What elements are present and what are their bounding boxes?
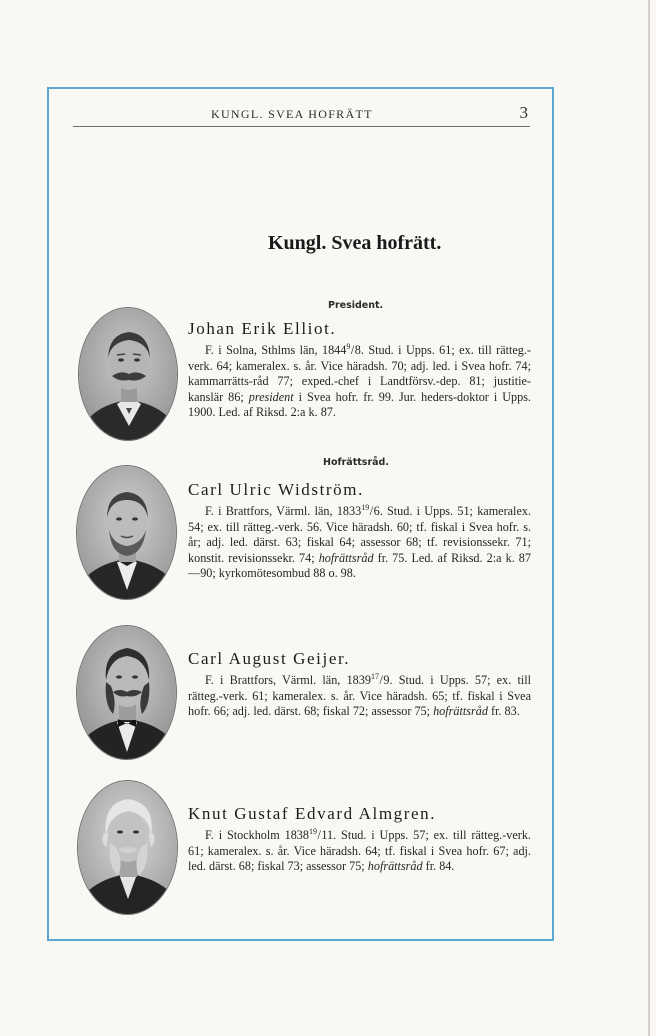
entry-title-italic: hofrättsråd: [433, 704, 488, 718]
entry-text: [188, 504, 531, 582]
entry-text-end: fr. 84.: [422, 859, 455, 873]
entry-name: Carl August Geijer.: [188, 649, 351, 668]
entry-text: [188, 828, 531, 875]
entry-date-rest: 8.: [354, 343, 364, 357]
entry-text-birth: F. i Solna, Sthlms län, 1844: [205, 343, 347, 357]
entry-date-slash: /: [317, 828, 321, 842]
running-header: [73, 104, 530, 127]
entry-name: Carl Ulric Widström.: [188, 480, 364, 499]
entry-date-superscript: 9: [346, 341, 351, 351]
entry-date-slash: /: [350, 343, 355, 357]
biography-entry: [188, 318, 531, 421]
entry-name: Knut Gustaf Edvard Almgren.: [188, 804, 437, 823]
entry-title-italic: president: [248, 389, 294, 404]
entry-text-career: Stud. i Upps. 57; ex. till rätteg.-verk. 61; kameralex. s. år. Vice häradsh. 65; tf. fiskal i Svea hofr. 66; adj. led. därst. 68; fiskal 72; assessor 75;: [188, 673, 531, 718]
entry-text-birth: F. i Brattfors, Värml. län, 1833: [205, 504, 362, 518]
entry-date-superscript: 19: [361, 502, 370, 512]
page-number: 3: [519, 103, 528, 122]
entry-name: Johan Erik Elliot.: [188, 319, 337, 338]
section-heading-hofrattsrad: Hofrättsråd.: [323, 457, 389, 468]
entry-date-superscript: 17: [370, 671, 379, 681]
entry-text: [188, 343, 531, 421]
biography-entry: [188, 803, 531, 875]
entry-text-career: Stud. i Upps. 57; ex. till rätteg.-verk. 61; kameralex. s. år. Vice häradsh. 64; tf. fiskal i Svea hofr. 67; adj. led. därst. 68; fiskal 73; assessor 75;: [188, 828, 531, 873]
entry-text: [188, 673, 531, 720]
entry-text-career: Stud. i Upps. 61; ex. till rätteg.-verk. 64; kameralex. s. år. Vice häradsh. 70; adj. led. i Svea hofr. 74; kammarrätts-råd 77; exped.-chef i Landtförsv.-dep. 81; justitie-kanslär 86;: [188, 343, 531, 404]
entry-text-end: i Svea hofr. fr. 99. Jur. heders-doktor i Upps. 1900. Led. af Riksd. 2:a k. 87.: [188, 389, 531, 419]
entry-text-end: fr. 75. Led. af Riksd. 2:a k. 87—90; kyrkomötesombud 88 o. 98.: [188, 550, 531, 580]
entry-date-superscript: 19: [309, 826, 317, 836]
portrait-image: [76, 625, 177, 760]
biography-entry: [188, 479, 531, 582]
entry-date-rest: 6.: [373, 504, 383, 518]
entry-date-rest: 9.: [383, 673, 393, 687]
portrait-image: [76, 465, 177, 600]
entry-date-slash: /: [379, 673, 383, 687]
biography-entry: [188, 648, 531, 720]
portrait-image: [78, 307, 178, 441]
page-title: Kungl. Svea hofrätt.: [268, 232, 442, 254]
entry-text-career: Stud. i Upps. 51; kameralex. 54; ex. till rätteg.-verk. 56. Vice häradsh. 60; tf. fiskal i Svea hofr. s. år; adj. led. därst. 63; fiskal 64; assessor 68; tf. revisionssekr. 71; konstit. revisionssekr. 74;: [188, 504, 531, 565]
portrait-image: [77, 780, 178, 915]
entry-title-italic: hofrättsråd: [367, 859, 423, 873]
entry-date-rest: 11.: [321, 828, 337, 842]
page-edge-shadow: [648, 0, 650, 1036]
entry-text-birth: F. i Brattfors, Värml. län, 1839: [205, 673, 371, 687]
entry-date-slash: /: [369, 504, 374, 518]
entry-text-end: fr. 83.: [487, 704, 520, 718]
entry-text-birth: F. i Stockholm 1838: [205, 828, 309, 842]
entry-title-italic: hofrättsråd: [318, 550, 374, 565]
running-title: KUNGL. SVEA HOFRÄTT: [211, 107, 373, 121]
section-heading-president: President.: [328, 300, 384, 311]
